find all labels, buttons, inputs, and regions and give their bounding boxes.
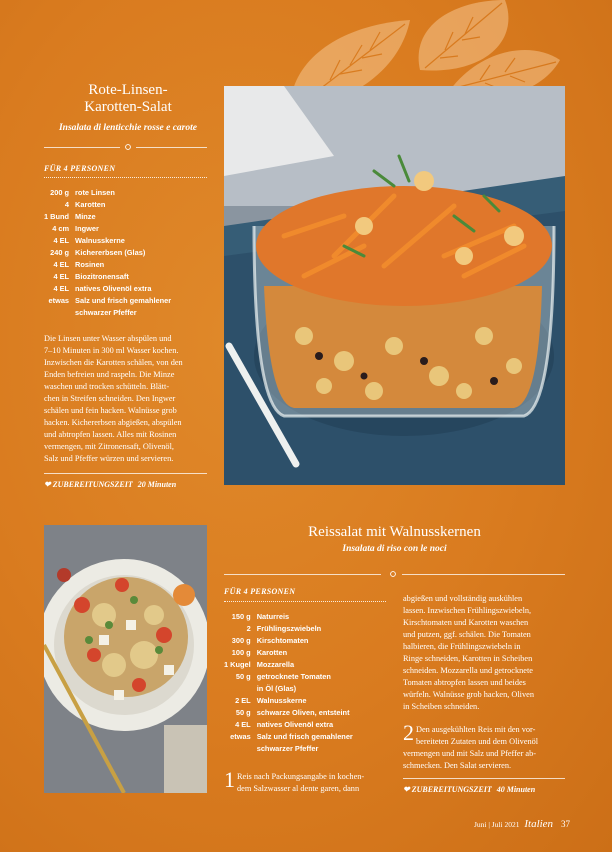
ingredient-quantity: 300 g [231, 636, 251, 645]
lentil-salad-photo [224, 86, 565, 485]
ingredient-name: schwarzer Pfeffer [256, 744, 319, 753]
ingredient-quantity [44, 307, 75, 319]
ingredient-row [44, 307, 171, 319]
ingredient-row [224, 647, 353, 659]
recipe1-ingredients [44, 187, 171, 319]
ingredient-quantity: 1 Bund [44, 212, 70, 221]
ingredient-quantity: etwas [230, 732, 251, 741]
text-line: waschen und trocken schütteln. Blätt- [44, 382, 170, 391]
text-line: 7–10 Minuten in 300 ml Wasser kochen. [44, 346, 179, 355]
ingredient-name: Ingwer [75, 224, 99, 233]
ingredient-quantity: 50 g [235, 672, 251, 681]
text-line: schmecken. Den Salat servieren. [403, 761, 512, 770]
ingredient-quantity: 4 EL [235, 720, 251, 729]
ingredient-row [224, 671, 353, 683]
ingredient-row [44, 283, 171, 295]
ornament-icon [388, 571, 398, 577]
ingredient-name: rote Linsen [75, 188, 115, 197]
ingredient-quantity: 50 g [235, 708, 251, 717]
text-line: Kirschtomaten und Karotten waschen [403, 618, 529, 627]
ingredient-quantity: 200 g [50, 188, 70, 197]
ingredient-row [224, 635, 353, 647]
ingredient-row [224, 743, 353, 755]
recipe1-title-line1: Rote-Linsen- [88, 82, 168, 98]
ingredient-row [44, 223, 171, 235]
text-line: Reis nach Packungsangabe in kochen- [237, 772, 365, 781]
ingredient-row [44, 259, 171, 271]
recipe1-method [44, 333, 212, 465]
divider-rule [224, 574, 381, 575]
heart-icon: ❤ [44, 480, 51, 489]
text-line: chen in Streifen schneiden. Den Ingwer [44, 394, 176, 403]
ingredient-quantity: 4 [64, 200, 70, 209]
divider-rule [44, 147, 120, 148]
recipe1-title [44, 82, 212, 137]
ingredient-row [44, 235, 171, 247]
ingredient-quantity: 100 g [231, 648, 251, 657]
ingredient-row [224, 623, 353, 635]
ingredient-name: natives Olivenöl extra [256, 720, 334, 729]
ingredient-name: Mozzarella [256, 660, 295, 669]
ingredient-row [44, 247, 171, 259]
divider-rule [44, 473, 207, 474]
recipe2-serves: FÜR 4 PERSONEN [224, 587, 296, 596]
magazine-logo: Italien [524, 818, 554, 830]
ingredient-quantity: 4 EL [53, 272, 70, 281]
ingredient-row [224, 659, 353, 671]
recipe2-step1 [224, 767, 390, 795]
text-line: vermengen, mit Zitronensaft, Olivenöl, [44, 442, 174, 451]
recipe1-subtitle: Insalata di lenticchie rosse e carote [58, 123, 197, 133]
text-line: Inzwischen die Karotten schälen, von den [44, 358, 183, 367]
recipe2-step2 [403, 720, 567, 772]
ingredient-row [224, 707, 353, 719]
text-line: bereiteten Zutaten und dem Olivenöl [416, 737, 539, 746]
ingredient-row [224, 611, 353, 623]
ingredient-name: schwarze Oliven, entsteint [256, 708, 350, 717]
text-line: hacken. Kichererbsen abgießen, abspülen [44, 418, 182, 427]
recipe2-method-continued [403, 593, 567, 713]
text-line: vermengen und mit Salz und Pfeffer ab- [403, 749, 537, 758]
rice-salad-photo [44, 525, 207, 793]
ingredient-name: Walnusskerne [75, 236, 125, 245]
ingredient-quantity: etwas [48, 296, 70, 305]
divider-rule [403, 778, 565, 779]
ingredient-name: Naturreis [256, 612, 290, 621]
ingredient-row [224, 683, 353, 695]
prep-label: ZUBEREITUNGSZEIT [52, 480, 133, 489]
dotted-divider [224, 601, 386, 602]
text-line: Tomaten abtropfen lassen und beides [403, 678, 526, 687]
text-line: schneiden. Mozzarella und getrocknete [403, 666, 533, 675]
ingredient-name: Minze [75, 212, 96, 221]
ingredient-quantity: 2 [246, 624, 251, 633]
prep-time: 40 Minuten [496, 785, 536, 794]
divider-rule [136, 147, 207, 148]
ingredient-row [224, 719, 353, 731]
text-line: halbieren, die Frühlingszwiebeln in [403, 642, 521, 651]
recipe2-title: Reissalat mit Walnusskernen [308, 524, 481, 540]
issue-date: Juni | Juli 2021 [474, 820, 520, 829]
ingredient-quantity: 150 g [231, 612, 251, 621]
text-line: Enden befreien und raspeln. Die Minze [44, 370, 175, 379]
text-line: Ringe schneiden, Karotten in Scheiben [403, 654, 533, 663]
ingredient-quantity: 2 EL [235, 696, 251, 705]
ingredient-row [44, 211, 171, 223]
ingredient-quantity: 4 EL [53, 236, 70, 245]
divider-rule [402, 574, 565, 575]
dotted-divider [44, 177, 207, 178]
text-line: Die Linsen unter Wasser abspülen und [44, 334, 172, 343]
ingredient-quantity [224, 743, 257, 755]
recipe2-ingredients [224, 611, 353, 755]
recipe1-serves: FÜR 4 PERSONEN [44, 164, 116, 173]
ingredient-name: Karotten [256, 648, 288, 657]
step-number: 1 [224, 767, 235, 792]
ornament-icon [123, 144, 133, 150]
ingredient-name: Walnusskerne [256, 696, 307, 705]
ingredient-name: natives Olivenöl extra [75, 284, 152, 293]
ingredient-name: Frühlingszwiebeln [256, 624, 322, 633]
ingredient-quantity: 4 EL [53, 260, 70, 269]
ingredient-row [224, 695, 353, 707]
prep-time: 20 Minuten [137, 480, 177, 489]
recipe1-prep [44, 480, 176, 489]
ingredient-name: Salz und frisch gemahlener [75, 296, 172, 305]
ingredient-row [44, 271, 171, 283]
text-line: Den ausgekühlten Reis mit den vor- [416, 725, 536, 734]
ingredient-name: Karotten [75, 200, 106, 209]
text-line: schälen und fein hacken. Walnüsse grob [44, 406, 177, 415]
ingredient-name: Biozitronensaft [75, 272, 129, 281]
ingredient-row [44, 187, 171, 199]
heart-icon: ❤ [403, 785, 410, 794]
ingredient-quantity [224, 683, 257, 695]
page-number: 37 [560, 819, 570, 829]
recipe2-prep [403, 785, 535, 794]
ingredient-quantity: 240 g [50, 248, 70, 257]
text-line: abgießen und vollständig auskühlen [403, 594, 523, 603]
ingredient-row [224, 731, 353, 743]
ingredient-name: Kirschtomaten [256, 636, 309, 645]
text-line: in Scheiben schneiden. [403, 702, 480, 711]
ingredient-quantity: 4 EL [53, 284, 70, 293]
text-line: dem Salzwasser al dente garen, dann [237, 784, 360, 793]
ingredient-quantity: 4 cm [52, 224, 70, 233]
ingredient-name: schwarzer Pfeffer [75, 308, 137, 317]
ingredient-quantity: 1 Kugel [224, 660, 251, 669]
text-line: würfeln. Walnüsse grob hacken, Oliven [403, 690, 534, 699]
recipe2-subtitle: Insalata di riso con le noci [342, 544, 447, 554]
text-line: Salz und Pfeffer würzen und servieren. [44, 454, 174, 463]
ingredient-name: in Öl (Glas) [256, 684, 297, 693]
step-number: 2 [403, 720, 414, 745]
ingredient-name: Salz und frisch gemahlener [256, 732, 353, 741]
prep-label: ZUBEREITUNGSZEIT [411, 785, 492, 794]
ingredient-name: Rosinen [75, 260, 105, 269]
ingredient-row [44, 295, 171, 307]
ingredient-name: getrocknete Tomaten [256, 672, 331, 681]
text-line: und putzen, ggf. schälen. Die Tomaten [403, 630, 531, 639]
ingredient-row [44, 199, 171, 211]
recipe1-title-line2: Karotten-Salat [84, 99, 172, 115]
text-line: und abtropfen lassen. Alles mit Rosinen [44, 430, 177, 439]
page-footer [474, 818, 570, 830]
ingredient-name: Kichererbsen (Glas) [75, 248, 146, 257]
text-line: lassen. Inzwischen Frühlingszwiebeln, [403, 606, 532, 615]
